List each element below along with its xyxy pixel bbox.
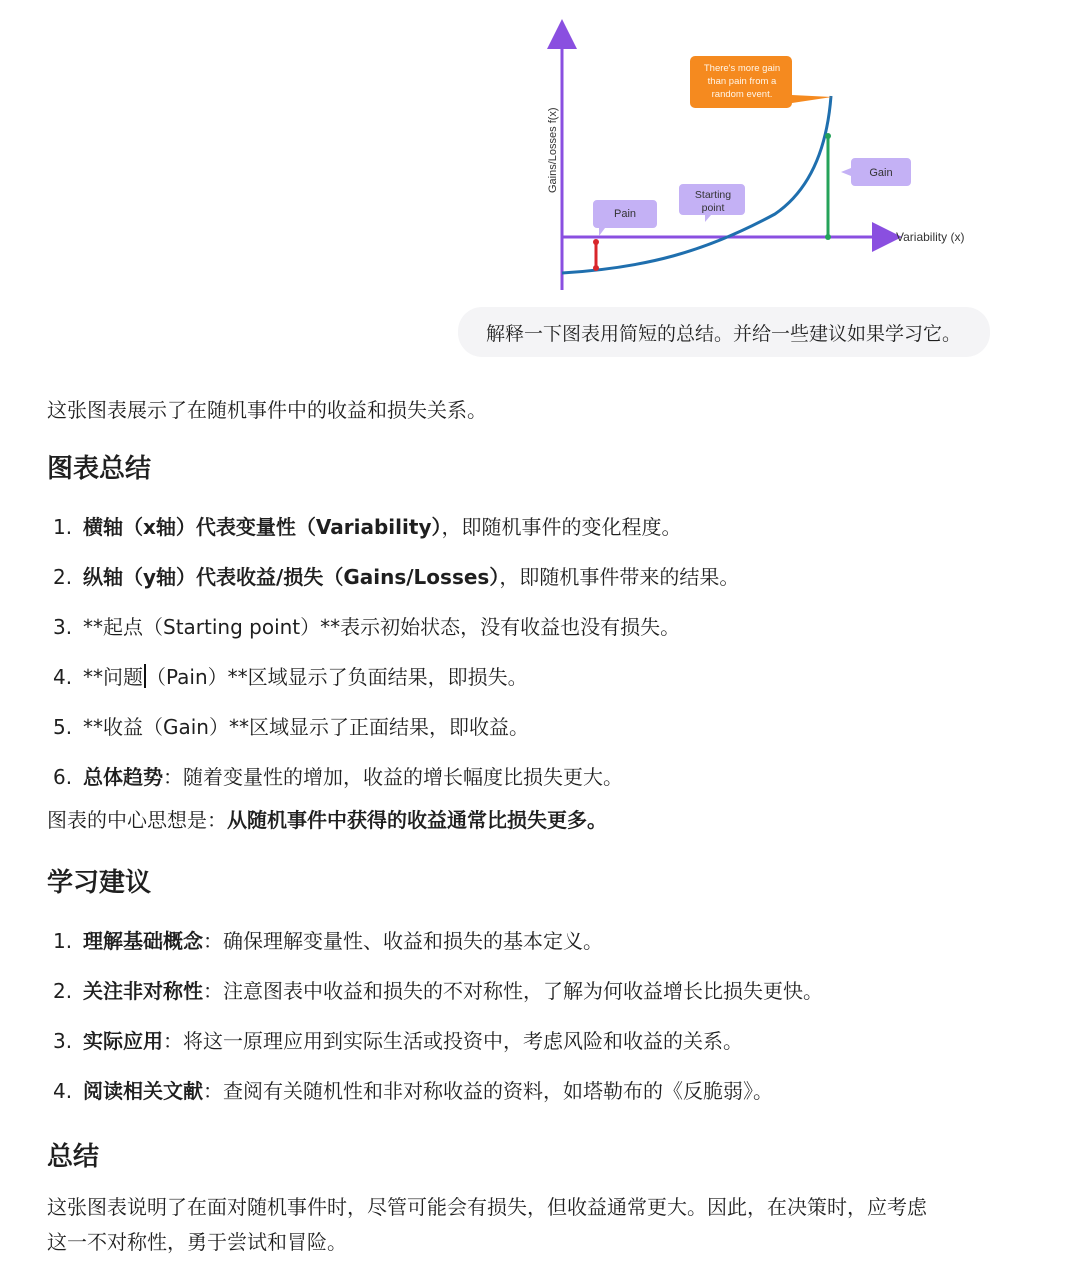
callout-bubble	[690, 56, 832, 108]
list-plain-text: ，即随机事件的变化程度。	[441, 515, 682, 539]
list-item	[53, 966, 1037, 1016]
list-item	[53, 602, 1037, 652]
list-text	[83, 652, 528, 702]
list-plain-text: ：注意图表中收益和损失的不对称性，了解为何收益增长比损失更快。	[203, 979, 823, 1003]
gain-label-box	[841, 158, 911, 186]
starting-point-label-line1: Starting	[694, 189, 732, 201]
list-text	[83, 916, 603, 966]
conclusion-prefix: 图表的中心思想是：	[47, 808, 227, 832]
summary-paragraph	[47, 1190, 1037, 1260]
list-text	[83, 1016, 743, 1066]
list-text	[83, 752, 623, 802]
list-bold-text: 阅读相关文献	[83, 1079, 203, 1103]
list-plain-text: ，即随机事件带来的结果。	[499, 565, 740, 589]
x-axis-label: Variability (x)	[896, 230, 965, 244]
list-number: 1.	[53, 515, 73, 539]
gain-label: Gain	[869, 167, 893, 179]
list-text	[83, 966, 823, 1016]
list-item	[53, 502, 1037, 552]
pain-label-box	[593, 200, 657, 236]
list-item	[53, 1066, 1037, 1116]
list-item	[53, 552, 1037, 602]
uploaded-chart-image[interactable]	[535, 18, 995, 303]
section-heading-study-tips: 学习建议	[47, 868, 152, 898]
user-prompt-bubble	[458, 307, 990, 357]
list-number: 5.	[53, 715, 73, 739]
assistant-answer	[47, 392, 1037, 1260]
list-bold-text: 总体趋势	[83, 765, 163, 789]
list-item	[53, 916, 1037, 966]
chart-summary-list	[47, 502, 1037, 802]
list-number: 3.	[53, 615, 73, 639]
list-item	[53, 1016, 1037, 1066]
list-number: 1.	[53, 929, 73, 953]
list-plain-text: ：随着变量性的增加，收益的增长幅度比损失更大。	[163, 765, 623, 789]
y-axis-label: Gains/Losses f(x)	[547, 107, 559, 193]
list-number: 4.	[53, 1079, 73, 1103]
starting-point-label-line2: point	[701, 202, 725, 214]
list-plain-text: ：将这一原理应用到实际生活或投资中，考虑风险和收益的关系。	[163, 1029, 743, 1053]
list-text	[83, 1066, 773, 1116]
list-number: 2.	[53, 979, 73, 1003]
list-plain-text: **起点（Starting point）**表示初始状态，没有收益也没有损失。	[83, 615, 681, 639]
list-number: 6.	[53, 765, 73, 789]
list-text	[83, 552, 739, 602]
starting-point-label-box	[679, 184, 745, 222]
list-text	[83, 702, 529, 752]
conclusion-bold: 从随机事件中获得的收益通常比损失更多。	[227, 808, 607, 832]
list-number: 3.	[53, 1029, 73, 1053]
convexity-diagram	[535, 18, 995, 303]
answer-intro: 这张图表展示了在随机事件中的收益和损失关系。	[47, 398, 487, 422]
list-item	[53, 752, 1037, 802]
list-bold-text: 关注非对称性	[83, 979, 203, 1003]
list-item	[53, 652, 1037, 702]
callout-line1: There's more gain	[703, 63, 781, 74]
summary-line-1: 这张图表说明了在面对随机事件时，尽管可能会有损失，但收益通常更大。因此，在决策时，应考虑	[47, 1195, 927, 1219]
list-plain-text: ：查阅有关随机性和非对称收益的资料，如塔勒布的《反脆弱》。	[203, 1079, 773, 1103]
list-plain-text-b: （Pain）**区域显示了负面结果，即损失。	[146, 665, 528, 689]
summary-line-2: 这一不对称性，勇于尝试和冒险。	[47, 1230, 347, 1254]
list-bold-text: 横轴（x轴）代表变量性（Variability）	[83, 515, 442, 539]
list-bold-text: 纵轴（y轴）代表收益/损失（Gains/Losses）	[83, 565, 500, 589]
chart-conclusion	[47, 802, 1037, 838]
user-prompt-text: 解释一下图表用简短的总结。并给一些建议如果学习它。	[486, 322, 962, 345]
section-heading-chart-summary: 图表总结	[47, 454, 152, 484]
list-text	[83, 602, 680, 652]
callout-line2: than pain from a	[707, 76, 777, 87]
section-heading-summary: 总结	[47, 1142, 100, 1172]
list-text	[83, 502, 681, 552]
list-number: 4.	[53, 665, 73, 689]
list-item	[53, 702, 1037, 752]
list-bold-text: 实际应用	[83, 1029, 163, 1053]
callout-line3: random event.	[711, 89, 773, 100]
study-tips-list	[47, 916, 1037, 1116]
list-number: 2.	[53, 565, 73, 589]
list-plain-text-a: **问题	[83, 665, 143, 689]
pain-label: Pain	[613, 208, 637, 220]
list-bold-text: 理解基础概念	[83, 929, 203, 953]
list-plain-text: **收益（Gain）**区域显示了正面结果，即收益。	[83, 715, 529, 739]
list-plain-text: ：确保理解变量性、收益和损失的基本定义。	[203, 929, 603, 953]
